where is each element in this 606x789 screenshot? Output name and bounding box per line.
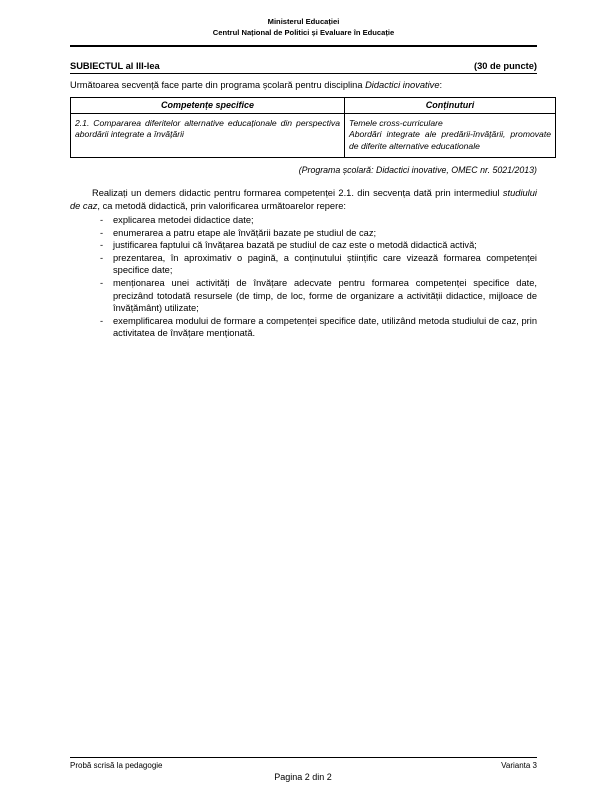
dash-marker: - (100, 252, 104, 263)
footer-page-number: Pagina 2 din 2 (274, 772, 332, 782)
column-header-contents: Conținuturi (345, 98, 556, 114)
subject-points: (30 de puncte) (473, 61, 537, 71)
intro-text-before: Următoarea secvență face parte din programa școlară pentru disciplina (70, 80, 366, 90)
list-item-text: explicarea metodei didactice date; (113, 215, 254, 225)
content-line-topics: Temele cross-curriculare (349, 118, 443, 128)
institution-name: Centrul Național de Politici și Evaluare în Educație (212, 27, 395, 37)
list-item (70, 277, 537, 315)
program-citation: (Programa școlară: Didactici inovative, OMEC nr. 5021/2013) (298, 165, 537, 175)
task-text-part1: Realizați un demers didactic pentru formarea competenței 2.1. din secvența dată prin intermediul (92, 188, 503, 198)
list-item-text: exemplificarea modului de formare a competenței specifice date, utilizând metoda studiului de caz, prin activitatea de învățare menționată. (113, 315, 537, 339)
cell-competence: 2.1. Compararea diferitelor alternative educaționale din perspectiva abordării integrate a învățării (71, 114, 345, 158)
intro-paragraph (70, 79, 537, 91)
intro-text-after: : (439, 80, 443, 90)
header-divider (70, 45, 537, 47)
task-paragraph (70, 187, 537, 212)
subject-title: SUBIECTUL al III-lea (70, 61, 160, 71)
footer-variant: Varianta 3 (501, 761, 537, 770)
list-item-text: justificarea faptului că învățarea bazată pe studiul de caz este o metodă didactică activă; (113, 240, 477, 251)
requirements-list (70, 214, 537, 340)
document-header (70, 17, 537, 38)
task-text-part2: , ca metodă didactică, prin valorificarea următoarelor repere: (97, 200, 346, 211)
content-line-approaches: Abordări integrate ale predării-învățării, promovate de diferite alternative educationale (349, 129, 551, 151)
dash-marker: - (100, 315, 104, 326)
dash-marker: - (100, 277, 104, 288)
list-item-text: enumerarea a patru etape ale învățării bazate pe studiul de caz; (113, 227, 377, 238)
list-item (70, 315, 537, 340)
dash-marker: - (100, 240, 104, 251)
sequence-table (70, 97, 556, 158)
intro-discipline: Didactici inovative (365, 80, 440, 90)
list-item (70, 227, 537, 240)
table-header-row (71, 98, 556, 114)
footer-divider (70, 757, 537, 758)
task-method-emphasis: studiului de caz (70, 188, 537, 211)
column-header-competences: Competențe specifice (71, 98, 345, 114)
list-item-text: menționarea unei activități de învățare adecvate pentru formarea competenței specifice date, precizând totodată resursele (de timp, de loc, forme de organizare a activității didactice, mijloace de învățământ) utilizate; (113, 277, 537, 314)
subject-title-row (70, 61, 537, 74)
table-row (71, 114, 556, 158)
ministry-name: Ministerul Educației (267, 17, 340, 26)
subject-underline (70, 73, 537, 74)
cell-content (345, 114, 556, 158)
dash-marker: - (100, 227, 104, 238)
list-item-text: prezentarea, în aproximativ o pagină, a conținutului științific care vizează formarea competenței specifice date; (113, 252, 537, 276)
list-item (70, 214, 537, 227)
list-item (70, 252, 537, 277)
footer-exam-label: Probă scrisă la pedagogie (70, 761, 163, 770)
list-item (70, 239, 537, 252)
dash-marker: - (100, 215, 104, 225)
